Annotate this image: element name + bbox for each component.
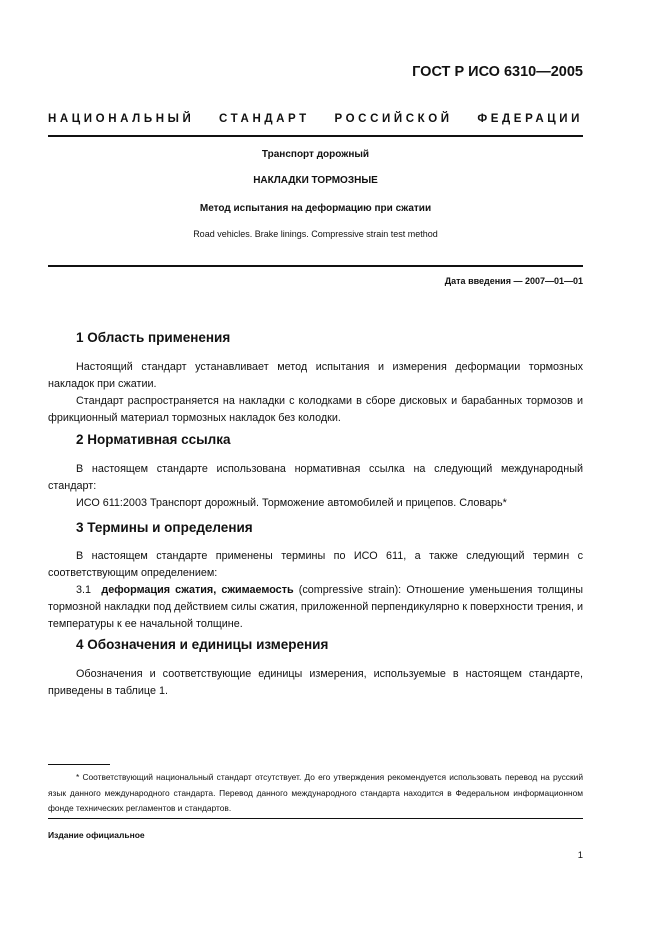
standard-id: ГОСТ Р ИСО 6310—2005 <box>412 64 583 80</box>
section-heading: 1 Область применения <box>76 330 231 345</box>
section-heading: 3 Термины и определения <box>76 520 253 535</box>
title-line-2: НАКЛАДКИ ТОРМОЗНЫЕ <box>253 175 378 186</box>
title-english: Road vehicles. Brake linings. Compressive strain test method <box>193 229 438 239</box>
official-edition-label: Издание официальное <box>48 830 145 840</box>
page-number: 1 <box>577 850 583 861</box>
paragraph: В настоящем стандарте использована нормативная ссылка на следующий международный стандарт: <box>48 463 583 492</box>
section-body <box>48 548 583 633</box>
section-heading: 2 Нормативная ссылка <box>76 432 231 447</box>
banner-word: НАЦИОНАЛЬНЫЙ <box>48 113 195 125</box>
banner-word: РОССИЙСКОЙ <box>334 113 453 125</box>
introduction-date: Дата введения — 2007—01—01 <box>444 276 583 286</box>
paragraph: ИСО 611:2003 Транспорт дорожный. Торможение автомобилей и прицепов. Словарь* <box>76 497 507 509</box>
section-body <box>48 359 583 427</box>
footnote-rule <box>48 764 110 765</box>
term-definition-text: (compressive strain): Отношение уменьшения толщины тормозной накладки под действием силы сжатия, приложенной перпендикулярно к поверхности трения, и температуры к ее начальной толщине. <box>48 584 584 630</box>
footnote <box>48 770 583 817</box>
paragraph: В настоящем стандарте применены термины по ИСО 611, а также следующий термин с соответствующим определением: <box>48 550 583 579</box>
title-rule <box>48 265 583 267</box>
term-number: 3.1 <box>76 584 92 596</box>
paragraph: Настоящий стандарт устанавливает метод испытания и измерения деформации тормозных накладок при сжатии. <box>48 361 583 390</box>
section-body <box>48 461 583 512</box>
title-line-1: Транспорт дорожный <box>261 149 370 160</box>
national-standard-banner <box>48 113 583 125</box>
paragraph: Стандарт распространяется на накладки с колодками в сборе дисковых и барабанных тормозов и фрикционный материал тормозных накладок без колодки. <box>48 395 583 424</box>
banner-word: ФЕДЕРАЦИИ <box>477 113 583 125</box>
paragraph: Обозначения и соответствующие единицы измерения, используемые в настоящем стандарте, приведены в таблице 1. <box>48 668 583 697</box>
section-heading: 4 Обозначения и единицы измерения <box>76 637 329 652</box>
footnote-text: * Соответствующий национальный стандарт отсутствует. До его утверждения рекомендуется использовать перевод на русский язык данного международного стандарта. Перевод данного международного стандарта находится в Федеральном информационном фонде технических регламентов и стандартов. <box>48 772 583 813</box>
banner-word: СТАНДАРТ <box>219 113 310 125</box>
term-definition <box>48 582 583 633</box>
term: деформация сжатия, сжимаемость <box>101 584 294 596</box>
title-line-3: Метод испытания на деформацию при сжатии <box>199 203 432 214</box>
section-body <box>48 666 583 700</box>
footer-rule <box>48 818 583 819</box>
header-rule <box>48 135 583 137</box>
